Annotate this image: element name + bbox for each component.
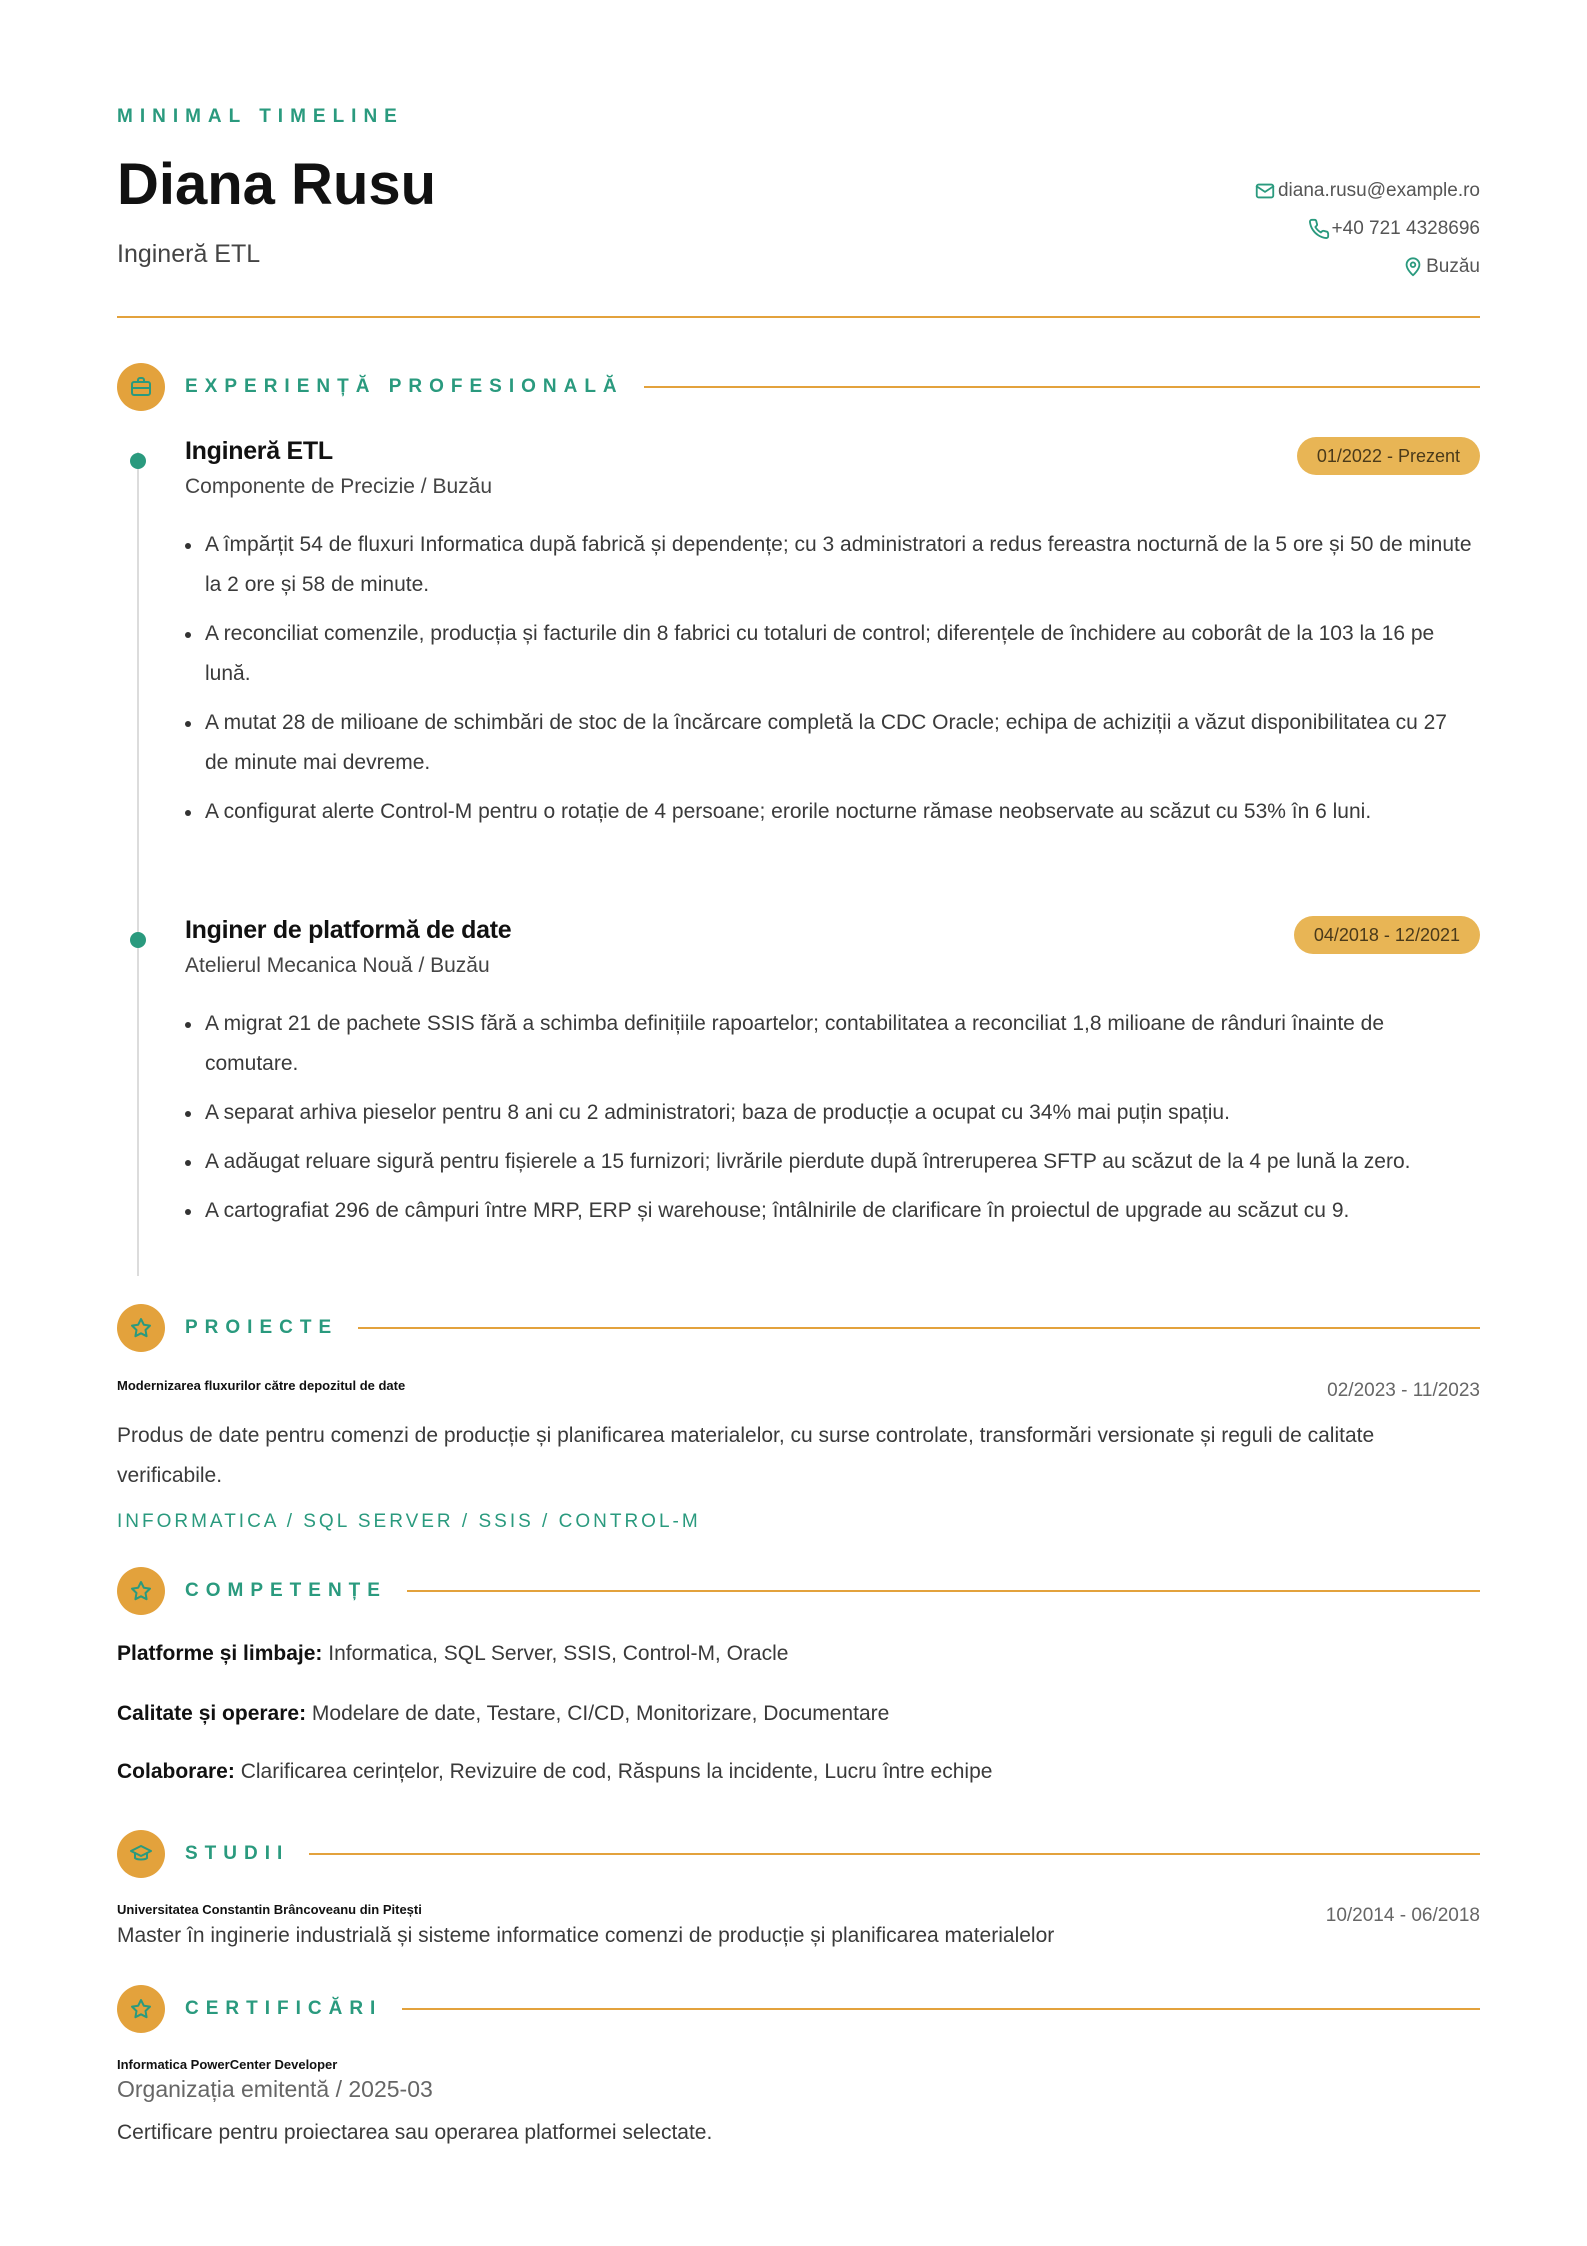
briefcase-icon xyxy=(129,375,153,399)
certification-description: Certificare pentru proiectarea sau operarea platformei selectate. xyxy=(117,2121,713,2144)
job-bullet: A separat arhiva pieselor pentru 8 ani cu 2 administratori; baza de producție a ocupat cu 34% mai puțin spațiu. xyxy=(185,1093,1475,1133)
skill-row xyxy=(117,1702,889,1726)
job-bullet: A configurat alerte Control-M pentru o rotație de 4 persoane; erorile nocturne rămase neobservate au scăzut cu 53% în 6 luni. xyxy=(185,792,1475,832)
timeline-dot xyxy=(130,453,146,469)
job-entry xyxy=(117,437,1480,877)
candidate-name: Diana Rusu xyxy=(117,152,437,217)
contact-location xyxy=(960,248,1480,286)
job-bullet: A adăugat reluare sigură pentru fișierele a 15 furnizori; livrările pierdute după întreruperea SFTP au scăzut de la 4 pe lună la zero. xyxy=(185,1142,1475,1182)
candidate-role: Ingineră ETL xyxy=(117,240,261,268)
job-bullet: A migrat 21 de pachete SSIS fără a schimba definițiile rapoartelor; contabilitatea a reconciliat 1,8 milioane de rânduri înainte de comutare. xyxy=(185,1004,1475,1084)
section-icon xyxy=(117,1304,165,1352)
contact-block xyxy=(960,172,1480,286)
star-icon xyxy=(129,1997,153,2021)
contact-phone-text: +40 721 4328696 xyxy=(1331,218,1480,239)
job-bullet: A mutat 28 de milioane de schimbări de stoc de la încărcare completă la CDC Oracle; echipa de achiziții a văzut disponibilitatea cu 27 de minute mai devreme. xyxy=(185,703,1475,783)
section-rule xyxy=(402,2008,1480,2010)
section-title: EXPERIENȚĂ PROFESIONALĂ xyxy=(185,376,624,397)
section-experience xyxy=(117,363,1480,411)
skill-value: Modelare de date, Testare, CI/CD, Monitorizare, Documentare xyxy=(311,1702,890,1725)
skill-label: Platforme și limbaje: xyxy=(117,1642,323,1665)
star-icon xyxy=(129,1579,153,1603)
section-icon xyxy=(117,363,165,411)
contact-email[interactable] xyxy=(960,172,1480,210)
job-company: Atelierul Mecanica Nouă / Buzău xyxy=(185,954,490,977)
section-title: PROIECTE xyxy=(185,1317,339,1338)
project-name: Modernizarea fluxurilor către depozitul de date xyxy=(117,1378,406,1393)
job-title: Ingineră ETL xyxy=(185,437,333,465)
job-bullet: A reconciliat comenzile, producția și facturile din 8 fabrici cu totaluri de control; diferențele de închidere au coborât de la 103 la 16 pe lună. xyxy=(185,614,1475,694)
certification-name: Informatica PowerCenter Developer xyxy=(117,2057,338,2072)
job-date-badge: 04/2018 - 12/2021 xyxy=(1294,916,1480,954)
job-bullet: A cartografiat 296 de câmpuri între MRP, ERP și warehouse; întâlnirile de clarificare în proiectul de upgrade au scăzut cu 9. xyxy=(185,1191,1475,1231)
skill-label: Calitate și operare: xyxy=(117,1702,307,1725)
section-rule xyxy=(358,1327,1480,1329)
skill-label: Colaborare: xyxy=(117,1760,235,1783)
graduation-cap-icon xyxy=(129,1842,153,1866)
degree: Master în inginerie industrială și sisteme informatice comenzi de producție și planificarea materialelor xyxy=(117,1924,1055,1947)
skill-value: Informatica, SQL Server, SSIS, Control-M, Oracle xyxy=(328,1642,789,1665)
header-divider xyxy=(117,316,1480,318)
project-dates: 02/2023 - 11/2023 xyxy=(1327,1380,1480,1401)
certification-issuer: Organizația emitentă / 2025-03 xyxy=(117,2076,433,2102)
job-bullets xyxy=(185,1004,1475,1240)
contact-email-text: diana.rusu@example.ro xyxy=(1277,180,1480,201)
contact-phone[interactable] xyxy=(960,210,1480,248)
timeline-dot xyxy=(130,932,146,948)
mail-icon xyxy=(1254,180,1276,202)
section-rule xyxy=(309,1853,1480,1855)
skill-row xyxy=(117,1642,788,1666)
job-company: Componente de Precizie / Buzău xyxy=(185,475,493,498)
project-tags: INFORMATICA / SQL SERVER / SSIS / CONTROL-M xyxy=(117,1511,701,1532)
section-certifications xyxy=(117,1985,1480,2033)
job-date-badge: 01/2022 - Prezent xyxy=(1297,437,1480,475)
star-icon xyxy=(129,1316,153,1340)
section-icon xyxy=(117,1985,165,2033)
template-tagline: MINIMAL TIMELINE xyxy=(117,106,404,127)
job-bullet: A împărțit 54 de fluxuri Informatica după fabrică și dependențe; cu 3 administratori a redus fereastra nocturnă de la 5 ore și 50 de minute la 2 ore și 58 de minute. xyxy=(185,525,1475,605)
section-icon xyxy=(117,1830,165,1878)
job-entry xyxy=(117,916,1480,1276)
resume-page xyxy=(117,0,1480,2246)
education-dates: 10/2014 - 06/2018 xyxy=(1325,1905,1480,1926)
phone-icon xyxy=(1308,218,1330,240)
section-projects xyxy=(117,1304,1480,1352)
section-rule xyxy=(644,386,1480,388)
job-bullets xyxy=(185,525,1475,841)
section-education xyxy=(117,1830,1480,1878)
section-title: STUDII xyxy=(185,1843,290,1864)
project-description: Produs de date pentru comenzi de producție și planificarea materialelor, cu surse controlate, transformări versionate și reguli de calitate verificabile. xyxy=(117,1424,1375,1487)
section-rule xyxy=(407,1590,1480,1592)
section-title: COMPETENȚE xyxy=(185,1580,387,1601)
contact-location-text: Buzău xyxy=(1426,256,1480,277)
skill-row xyxy=(117,1760,992,1784)
section-icon xyxy=(117,1567,165,1615)
section-title: CERTIFICĂRI xyxy=(185,1998,383,2019)
section-skills xyxy=(117,1567,1480,1615)
skill-value: Clarificarea cerințelor, Revizuire de cod, Răspuns la incidente, Lucru între echipe xyxy=(240,1760,993,1783)
map-pin-icon xyxy=(1402,256,1424,278)
school-name: Universitatea Constantin Brâncoveanu din Pitești xyxy=(117,1902,422,1917)
job-title: Inginer de platformă de date xyxy=(185,916,512,944)
